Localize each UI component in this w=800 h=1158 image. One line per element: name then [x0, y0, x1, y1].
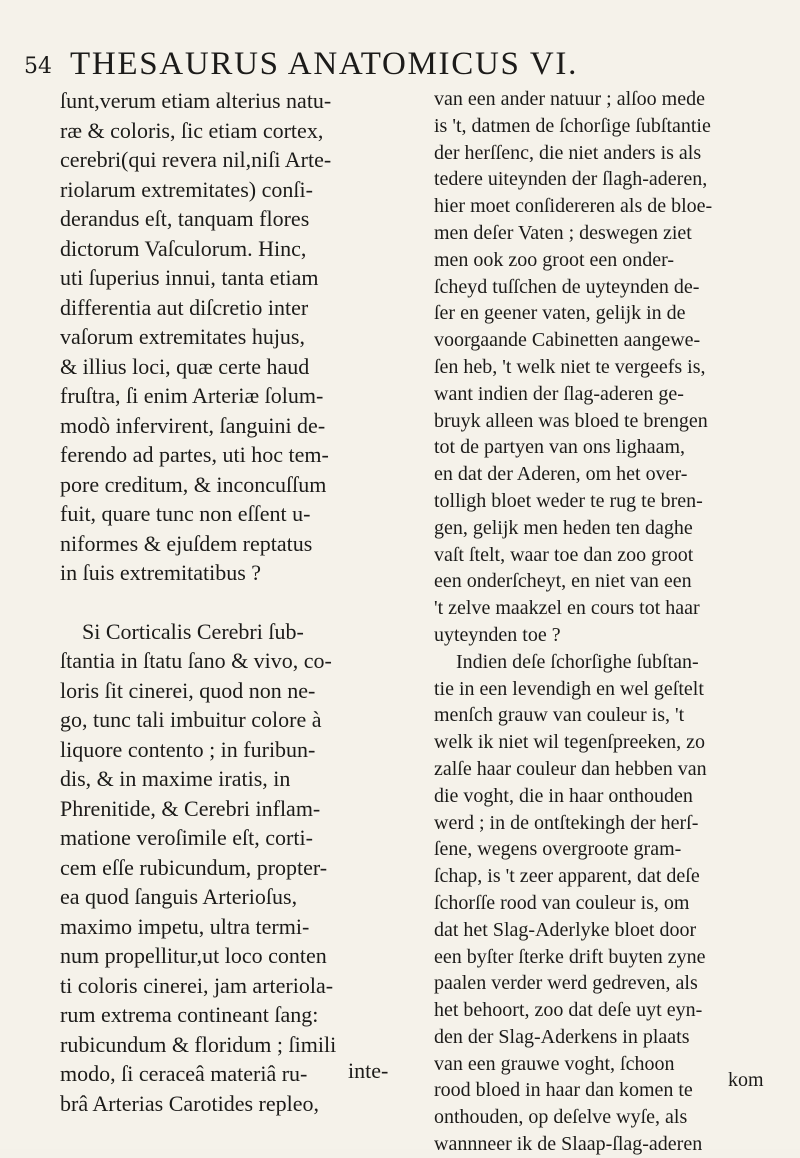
dutch-paragraph-2 [434, 649, 778, 1158]
text-line: ſchap, is 't zeer apparent, dat deſe [434, 865, 700, 888]
text-line: gen, gelijk men heden ten daghe [434, 516, 693, 539]
page-number: 54 [24, 54, 52, 79]
text-line: ferendo ad partes, uti hoc tem- [60, 442, 329, 467]
text-line: uti ſuperius innui, tanta etiam [60, 265, 319, 290]
text-line: want indien der ſlag-aderen ge- [434, 382, 684, 405]
latin-catchword: inte- [348, 1058, 389, 1083]
text-line: een byſter ſterke drift buyten zyne [434, 945, 706, 968]
latin-paragraph-1 [60, 86, 402, 588]
text-line: men ook zoo groot een onder- [434, 248, 675, 271]
text-line: tolligh bloet weder te rug te bren- [434, 489, 703, 512]
text-line: menſch grauw van couleur is, 't [434, 704, 685, 727]
text-line: dis, & in maxime iratis, in [60, 766, 291, 791]
text-line: dictorum Vaſculorum. Hinc, [60, 235, 307, 261]
text-line: loris ſit cinerei, quod non ne- [60, 677, 316, 703]
text-line: van een grauwe voght, ſchoon [434, 1052, 675, 1075]
text-line: ſchorſſe rood van couleur is, om [434, 891, 690, 914]
text-line: van een ander natuur ; alſoo mede [434, 88, 705, 110]
text-line: het behoort, zoo dat deſe uyt eyn- [434, 999, 703, 1022]
text-line: 't zelve maakzel en cours tot haar [434, 597, 700, 620]
page-header [24, 46, 776, 86]
text-line: modo, ſi ceraceâ materiâ ru- [60, 1061, 308, 1086]
text-line: cem eſſe rubicundum, propter- [60, 854, 328, 880]
text-line: een onderſcheyt, en niet van een [434, 570, 692, 593]
text-line: en dat der Aderen, om het over- [434, 463, 688, 486]
text-line: tedere uiteynden der ſlagh-aderen, [434, 168, 708, 191]
text-line: vaſt ſtelt, waar toe dan zoo groot [434, 543, 694, 566]
text-line: differentia aut diſcretio inter [60, 294, 309, 320]
text-line: rum extrema contineant ſang: [60, 1002, 319, 1027]
text-line: onthouden, op deſelve wyſe, als [434, 1106, 688, 1129]
text-line: liquore contento ; in furibun- [60, 736, 316, 762]
text-line: ſen heb, 't welk niet te vergeefs is, [434, 355, 706, 378]
text-line: fruſtra, ſi enim Arteriæ ſolum- [60, 383, 324, 408]
text-line: ſene, wegens overgroote gram- [434, 838, 682, 861]
text-line: tot de partyen van ons lighaam, [434, 436, 686, 459]
text-line: den der Slag-Aderkens in plaats [434, 1025, 690, 1048]
text-line: Si Corticalis Cerebri ſub- [82, 618, 304, 644]
text-line: ea quod ſanguis Arterioſus, [60, 884, 298, 909]
text-line: werd ; in de ontſtekingh der herſ- [434, 811, 699, 834]
dutch-column [434, 86, 778, 1158]
latin-paragraph-2 [60, 617, 402, 1119]
text-line: paalen verder werd gedreven, als [434, 972, 698, 995]
running-title: THESAURUS ANATOMICUS VI. [70, 46, 579, 82]
text-line: welk ik niet wil tegenſpreeken, zo [434, 731, 706, 754]
text-line: dat het Slag-Aderlyke bloet door [434, 918, 697, 941]
text-line: ræ & coloris, ſic etiam cortex, [60, 117, 324, 143]
text-line: Indien deſe ſchorſighe ſubſtan- [456, 650, 699, 673]
text-line: zalſe haar couleur dan hebben van [434, 757, 707, 780]
text-line: riolarum extremitates) conſi- [60, 176, 313, 202]
text-line: brâ Arterias Carotides repleo, [60, 1090, 320, 1116]
text-line: matione veroſimile eſt, corti- [60, 825, 313, 850]
text-line: bruyk alleen was bloed te brengen [434, 409, 708, 432]
text-line: ti coloris cinerei, jam arteriola- [60, 972, 334, 998]
text-line: ſunt,verum etiam alterius natu- [60, 88, 332, 113]
text-line: fuit, quare tunc non eſſent u- [60, 501, 311, 526]
text-line: hier moet conſidereren als de bloe- [434, 195, 713, 218]
text-line: in ſuis extremitatibus ? [60, 560, 262, 585]
text-line: ſer en geener vaten, gelijk in de [434, 302, 686, 325]
text-line: is 't, datmen de ſchorſige ſubſtantie [434, 114, 711, 137]
text-line: uyteynden toe ? [434, 623, 561, 646]
text-line: maximo impetu, ultra termi- [60, 913, 310, 939]
paragraph-gap [60, 588, 402, 617]
text-line: rubicundum & floridum ; ſimili [60, 1031, 337, 1057]
text-line: derandus eſt, tanquam flores [60, 206, 310, 231]
text-line: cerebri(qui revera nil,niſi Arte- [60, 147, 332, 172]
text-line: num propellitur,ut loco conten [60, 943, 327, 968]
text-line: der herſſenc, die niet anders is als [434, 141, 702, 164]
text-line: ſcheyd tuſſchen de uyteynden de- [434, 275, 700, 298]
text-line: vaſorum extremitates hujus, [60, 324, 305, 349]
text-line: modò infervirent, ſanguini de- [60, 412, 326, 438]
text-line: tie in een levendigh en wel geſtelt [434, 677, 704, 700]
text-line: voorgaande Cabinetten aangewe- [434, 329, 701, 352]
text-line: Phrenitide, & Cerebri inflam- [60, 795, 321, 821]
latin-column [60, 86, 402, 1118]
text-line: go, tunc tali imbuitur colore à [60, 707, 322, 732]
text-line: niformes & ejuſdem reptatus [60, 530, 313, 556]
text-line: men deſer Vaten ; deswegen ziet [434, 221, 692, 244]
text-line: & illius loci, quæ certe haud [60, 353, 310, 379]
text-line: ſtantia in ſtatu ſano & vivo, co- [60, 648, 332, 673]
text-line: pore creditum, & inconcuſſum [60, 471, 327, 497]
text-line: wannneer ik de Slaap-ſlag-aderen [434, 1133, 703, 1156]
text-line: die voght, die in haar onthouden [434, 784, 693, 807]
text-line: rood bloed in haar dan komen te [434, 1079, 693, 1102]
dutch-catchword: kom [728, 1069, 764, 1091]
dutch-paragraph-1 [434, 86, 778, 649]
